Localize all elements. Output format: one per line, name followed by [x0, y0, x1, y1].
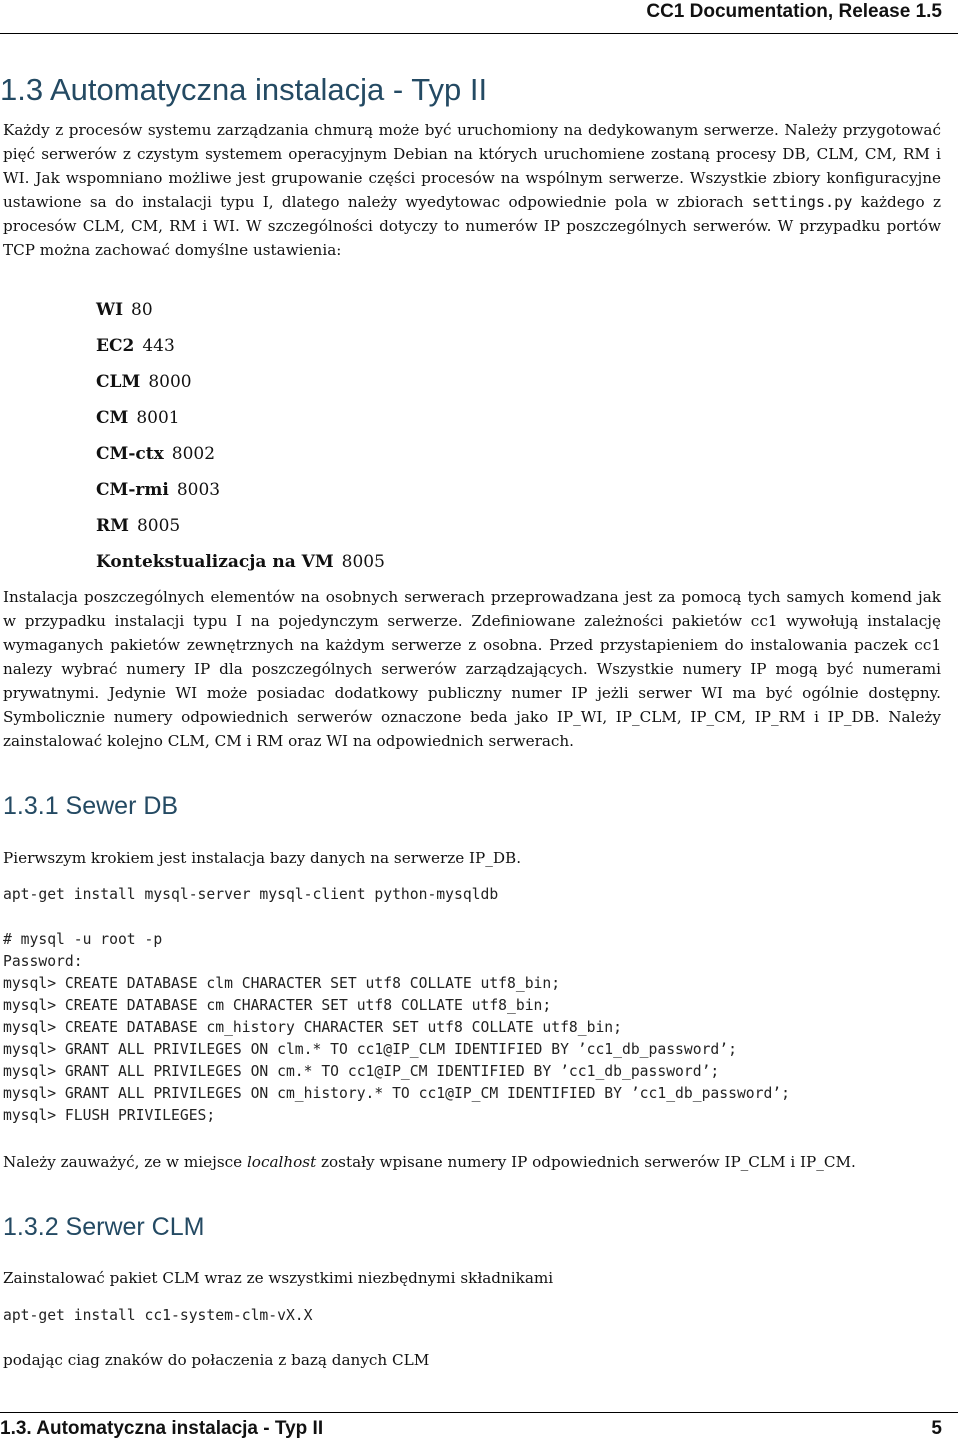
section-title: 1.3 Automatyczna instalacja - Typ II	[0, 72, 488, 107]
port-number: 8005	[136, 516, 181, 536]
port-item	[96, 436, 385, 472]
port-service-name: WI	[96, 300, 124, 320]
mysql-commands-block	[3, 929, 790, 1127]
clm-install-command: apt-get install cc1-system-clm-vX.X	[3, 1307, 313, 1324]
port-number: 8003	[176, 480, 221, 500]
mysql-command-line: Password:	[3, 953, 83, 970]
db-intro: Pierwszym krokiem jest instalacja bazy danych na serwerze IP_DB.	[3, 849, 522, 867]
intro-text-part2: każdego z procesów CLM, CM, RM i WI. W szczególności dotyczy to numerów IP poszczególnych serwerów. W przypadku portów TCP można zachować domyślne ustawienia:	[3, 193, 941, 259]
mysql-command-line: mysql> GRANT ALL PRIVILEGES ON clm.* TO cc1@IP_CLM IDENTIFIED BY ’cc1_db_password’;	[3, 1041, 737, 1058]
footer-rule	[0, 1412, 958, 1413]
subsection-title-clm: 1.3.2 Serwer CLM	[3, 1213, 205, 1241]
db-note-after: zostały wpisane numery IP odpowiednich serwerów IP_CLM i IP_CM.	[316, 1153, 856, 1171]
port-service-name: EC2	[96, 336, 135, 356]
db-install-command: apt-get install mysql-server mysql-client python-mysqldb	[3, 886, 499, 903]
port-number: 8002	[171, 444, 216, 464]
running-header: CC1 Documentation, Release 1.5	[646, 1, 942, 22]
port-number: 8000	[148, 372, 192, 392]
tcp-port-list	[96, 292, 385, 580]
port-item	[96, 400, 385, 436]
intro-text-part1: Każdy z procesów systemu zarządzania chmurą może być uruchomiony na dedykowanym serwerze. Należy przygotować pięć serwerów z czystym systemem operacyjnym Debian na których uruchomiene zostaną procesy DB, CLM, CM, RM i WI. Jak wspomniano możliwe jest grupowanie części procesów na wspólnym serwerze. Wszystkie zbiory konfiguracyjne ustawione sa do instalacji typu I, dlatego należy wyedytowac odpowiednie pola w zbiorach	[3, 121, 941, 211]
header-rule	[0, 33, 958, 34]
installation-description: Instalacja poszczególnych elementów na osobnych serwerach przeprowadzana jest za pomocą tych samych komend jak w przypadku instalacji typu I na pojedynczym serwerze. Zdefiniowane zależności pakietów cc1 wywołują instalację wymaganych pakietów zewnętrznych na każdym serwerze z osobna. Przed przystapieniem do instalowania paczek cc1 nalezy wybrać numery IP dla poszczególnych serwerów zarządzających. Wszystkie numery IP mogą być numerami prywatnymi. Jedynie WI może posiadac dodatkowy publiczny numer IP jeżli serwer WI ma być ogólnie dostępny. Symbolicznie numery odpowiednich serwerów oznaczone beda jako IP_WI, IP_CLM, IP_CM, IP_RM i IP_DB. Należy zainstalować kolejno CLM, CM i RM oraz WI na odpowiednich serwerach.	[3, 588, 941, 750]
port-service-name: CLM	[96, 372, 141, 392]
port-number: 443	[142, 336, 175, 356]
db-note	[3, 1150, 941, 1174]
clm-intro: Zainstalować pakiet CLM wraz ze wszystkimi niezbędnymi składnikami	[3, 1269, 554, 1287]
port-item	[96, 328, 385, 364]
port-item	[96, 508, 385, 544]
port-item	[96, 544, 385, 580]
mysql-command-line: mysql> GRANT ALL PRIVILEGES ON cm_history.* TO cc1@IP_CM IDENTIFIED BY ’cc1_db_password’;	[3, 1085, 790, 1102]
port-service-name: CM-rmi	[96, 480, 169, 500]
port-number: 8005	[341, 552, 385, 572]
mysql-command-line: mysql> CREATE DATABASE cm CHARACTER SET utf8 COLLATE utf8_bin;	[3, 997, 552, 1014]
port-item	[96, 472, 385, 508]
port-item	[96, 364, 385, 400]
port-service-name: CM-ctx	[96, 444, 164, 464]
db-note-before: Należy zauważyć, ze w miejsce	[3, 1153, 247, 1171]
port-service-name: Kontekstualizacja na VM	[96, 552, 334, 572]
port-number: 80	[131, 300, 153, 320]
intro-paragraph	[3, 118, 941, 262]
mysql-command-line: mysql> CREATE DATABASE clm CHARACTER SET utf8 COLLATE utf8_bin;	[3, 975, 561, 992]
page-number: 5	[931, 1418, 942, 1439]
footer-section-label: 1.3. Automatyczna instalacja - Typ II	[0, 1418, 324, 1439]
mysql-command-line: mysql> GRANT ALL PRIVILEGES ON cm.* TO cc1@IP_CM IDENTIFIED BY ’cc1_db_password’;	[3, 1063, 720, 1080]
port-number: 8001	[136, 408, 180, 428]
port-service-name: CM	[96, 408, 129, 428]
mysql-command-line: mysql> FLUSH PRIVILEGES;	[3, 1107, 216, 1124]
mysql-command-line: # mysql -u root -p	[3, 931, 163, 948]
clm-note: podając ciag znaków do połaczenia z bazą danych CLM	[3, 1351, 430, 1369]
port-item	[96, 292, 385, 328]
settings-file-code: settings.py	[751, 193, 853, 211]
port-service-name: RM	[96, 516, 129, 536]
mysql-command-line: mysql> CREATE DATABASE cm_history CHARACTER SET utf8 COLLATE utf8_bin;	[3, 1019, 622, 1036]
subsection-title-db: 1.3.1 Sewer DB	[3, 792, 179, 820]
db-note-localhost: localhost	[246, 1153, 317, 1171]
